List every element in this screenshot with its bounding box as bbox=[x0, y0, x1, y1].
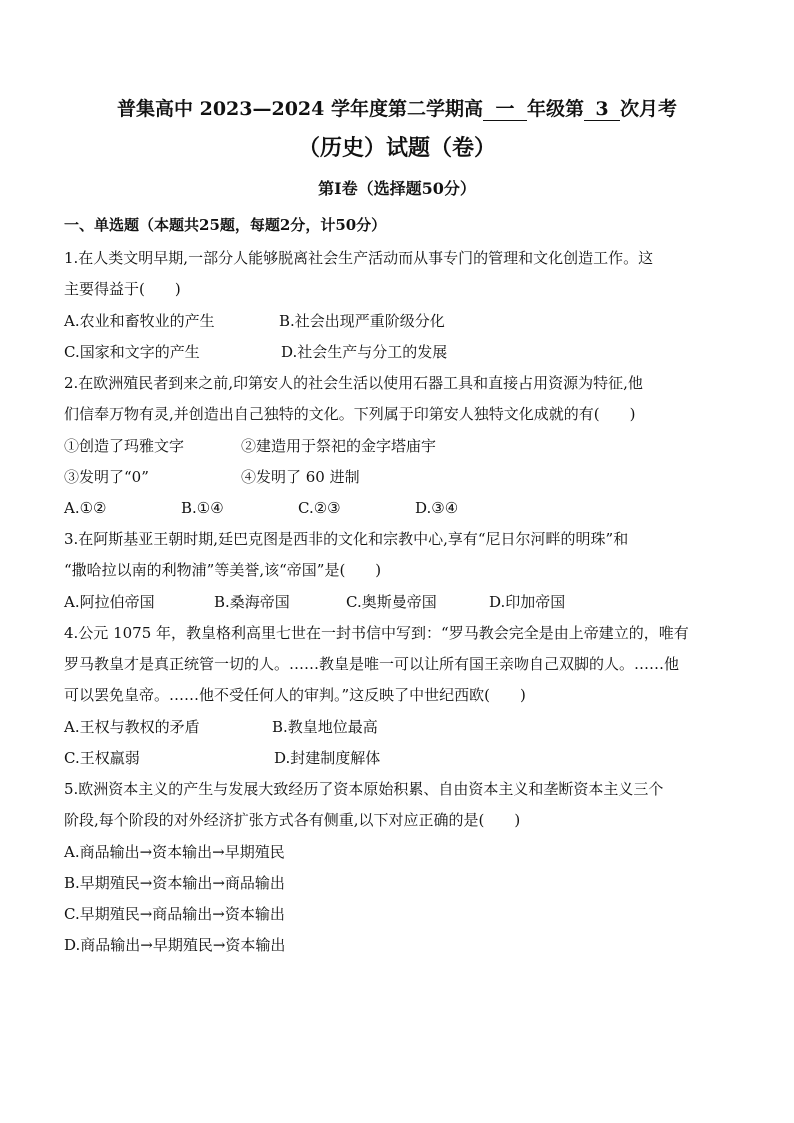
q3-option-a: A.阿拉伯帝国 bbox=[64, 593, 155, 611]
q4-stem-line-3: 可以罢免皇帝。……他不受任何人的审判。”这反映了中世纪西欧( ) bbox=[64, 686, 526, 704]
q3-stem-line-1: 3.在阿斯基亚王朝时期,廷巴克图是西非的文化和宗教中心,享有“尼日尔河畔的明珠”和 bbox=[64, 530, 629, 548]
q2-statement-2: ②建造用于祭祀的金字塔庙宇 bbox=[241, 437, 437, 455]
q2-statement-4: ④发明了 60 进制 bbox=[241, 468, 360, 486]
q5-option-b: B.早期殖民→资本输出→商品输出 bbox=[64, 874, 285, 892]
title-grade-label: 年级第 bbox=[526, 98, 584, 120]
q3-option-d: D.印加帝国 bbox=[489, 593, 566, 611]
grade-blank: 一 bbox=[483, 98, 527, 121]
part-heading: 第Ⅰ卷（选择题50分） bbox=[318, 179, 476, 198]
title-school-term: 普集高中 2023—2024 学年度第二学期高 bbox=[116, 98, 483, 120]
exam-title bbox=[0, 95, 794, 123]
q1-option-a: A.农业和畜牧业的产生 bbox=[64, 312, 215, 330]
q2-option-b: B.①④ bbox=[181, 499, 224, 517]
title-exam-label: 次月考 bbox=[620, 98, 678, 120]
q3-option-c: C.奥斯曼帝国 bbox=[346, 593, 437, 611]
section-heading: 一、单选题（本题共25题，每题2分，计50分） bbox=[64, 216, 387, 234]
q4-stem-line-1: 4.公元 1075 年，教皇格利高里七世在一封书信中写到：“罗马教会完全是由上帝建立的，唯有 bbox=[64, 624, 689, 642]
q4-option-b: B.教皇地位最高 bbox=[272, 718, 378, 736]
q2-option-c: C.②③ bbox=[298, 499, 341, 517]
q2-statement-3: ③发明了“0” bbox=[64, 468, 149, 486]
q3-stem-line-2: “撒哈拉以南的利物浦”等美誉,该“帝国”是( ) bbox=[64, 561, 382, 579]
q4-option-a: A.王权与教权的矛盾 bbox=[64, 718, 200, 736]
q4-option-c: C.王权羸弱 bbox=[64, 749, 140, 767]
q5-option-a: A.商品输出→资本输出→早期殖民 bbox=[64, 843, 285, 861]
q5-option-d: D.商品输出→早期殖民→资本输出 bbox=[64, 936, 286, 954]
q2-stem-line-1: 2.在欧洲殖民者到来之前,印第安人的社会生活以使用石器工具和直接占用资源为特征,他 bbox=[64, 374, 643, 392]
q5-stem-line-2: 阶段,每个阶段的对外经济扩张方式各有侧重,以下对应正确的是( ) bbox=[64, 811, 521, 829]
q1-option-c: C.国家和文字的产生 bbox=[64, 343, 200, 361]
q2-stem-line-2: 们信奉万物有灵,并创造出自己独特的文化。下列属于印第安人独特文化成就的有( ) bbox=[64, 405, 636, 423]
q5-option-c: C.早期殖民→商品输出→资本输出 bbox=[64, 905, 285, 923]
q2-option-d: D.③④ bbox=[415, 499, 459, 517]
q1-stem-line-2: 主要得益于( ) bbox=[64, 280, 181, 298]
q4-option-d: D.封建制度解体 bbox=[274, 749, 381, 767]
q2-option-a: A.①② bbox=[64, 499, 107, 517]
exam-subtitle: （历史）试题（卷） bbox=[297, 135, 496, 161]
q3-option-b: B.桑海帝国 bbox=[214, 593, 290, 611]
exam-number-blank: 3 bbox=[584, 98, 620, 121]
q4-stem-line-2: 罗马教皇才是真正统管一切的人。……教皇是唯一可以让所有国王亲吻自己双脚的人。……他 bbox=[64, 655, 680, 673]
q1-stem-line-1: 1.在人类文明早期,一部分人能够脱离社会生产活动而从事专门的管理和文化创造工作。这 bbox=[64, 249, 654, 267]
q2-statement-1: ①创造了玛雅文字 bbox=[64, 437, 185, 455]
q5-stem-line-1: 5.欧洲资本主义的产生与发展大致经历了资本原始积累、自由资本主义和垄断资本主义三个 bbox=[64, 780, 664, 798]
q1-option-b: B.社会出现严重阶级分化 bbox=[279, 312, 445, 330]
q1-option-d: D.社会生产与分工的发展 bbox=[281, 343, 448, 361]
